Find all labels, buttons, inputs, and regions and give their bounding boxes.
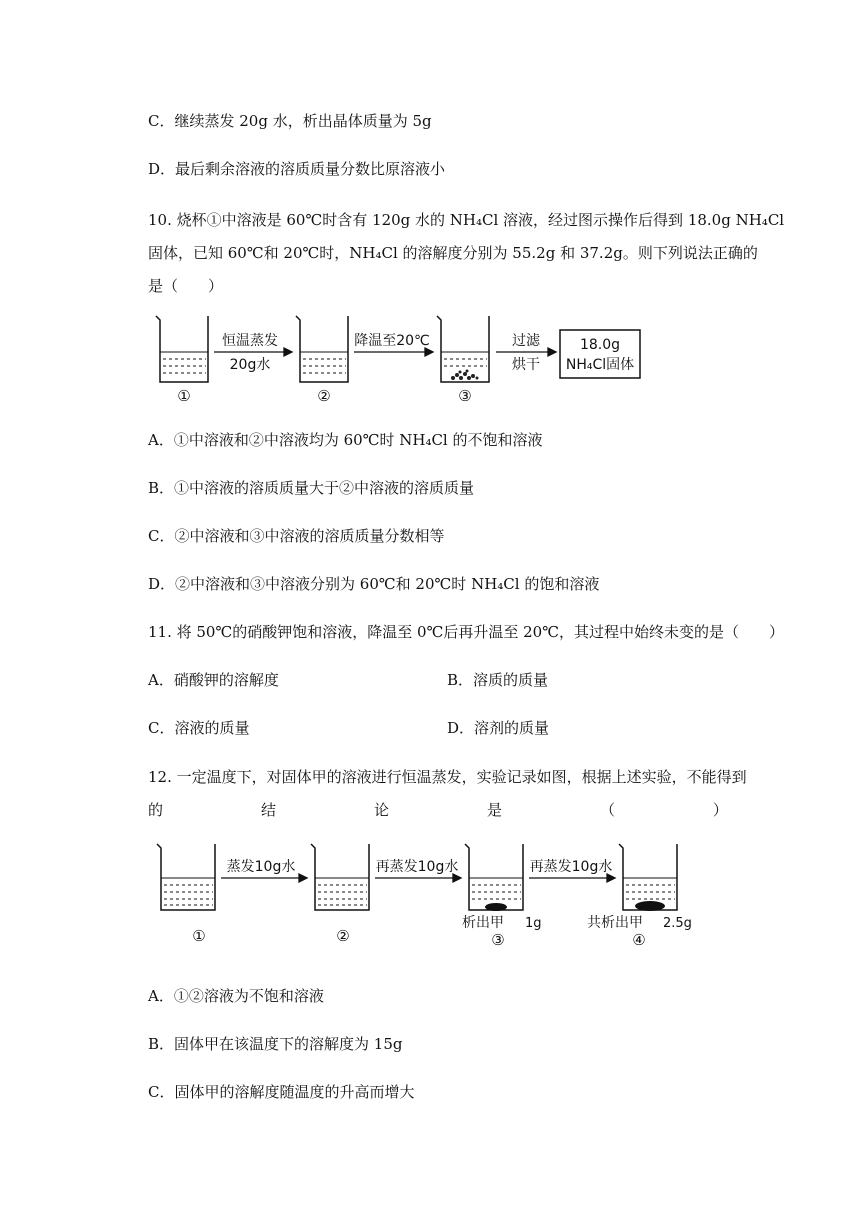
crystals [451, 370, 479, 381]
precipitate-4 [635, 901, 665, 911]
q12-stem-line1: 12. 一定温度下，对固体甲的溶液进行恒温蒸发，实验记录如图，根据上述实验，不能得到 [148, 768, 747, 786]
q10-label-2: ② [317, 387, 331, 405]
beaker-2 [296, 316, 348, 382]
q10-label-1: ① [177, 387, 191, 405]
q12-note4-mass: 2.5g [663, 916, 692, 931]
beaker-3 [465, 844, 523, 910]
q12-word-2: 结 [260, 801, 276, 819]
q12-arrow2-top: 再蒸发10g水 [375, 859, 459, 875]
q10-arrow3-top: 过滤 [512, 333, 540, 349]
option-c-prev: C．继续蒸发 20g 水，析出晶体质量为 5g [148, 112, 432, 130]
q12-arrow1-top: 蒸发10g水 [226, 859, 296, 875]
q11-option-b: B．溶质的质量 [447, 671, 549, 689]
q12-option-a: A．①②溶液为不饱和溶液 [148, 987, 324, 1005]
q12-stem-line2 [148, 800, 728, 820]
q12-word-4: 是 [486, 801, 502, 819]
q10-option-d: D．②中溶液和③中溶液分别为 60℃和 20℃时 NH₄Cl 的饱和溶液 [148, 575, 600, 593]
q12-option-c: C．固体甲的溶解度随温度的升高而增大 [148, 1083, 415, 1101]
q12-label-2: ② [336, 927, 350, 945]
q10-box-line1: 18.0g [579, 337, 621, 353]
q10-arrow3-bottom: 烘干 [512, 357, 540, 373]
q12-word-3: 论 [373, 801, 389, 819]
q10-stem-line1: 10. 烧杯①中溶液是 60℃时含有 120g 水的 NH₄Cl 溶液，经过图示操作后得到 18.0g NH₄Cl [148, 211, 785, 229]
beaker-2 [311, 844, 369, 910]
q11-option-a: A．硝酸钾的溶解度 [148, 671, 279, 689]
q12-label-4: ④ [632, 931, 646, 949]
q12-word-1: 的 [148, 801, 164, 819]
q10-option-c: C．②中溶液和③中溶液的溶质质量分数相等 [148, 527, 445, 545]
q10-option-a: A．①中溶液和②中溶液均为 60℃时 NH₄Cl 的不饱和溶液 [148, 431, 543, 449]
q10-option-b: B．①中溶液的溶质质量大于②中溶液的溶质质量 [148, 479, 475, 497]
q12-label-1: ① [192, 927, 206, 945]
q10-box-line2: NH₄Cl固体 [565, 357, 635, 373]
q10-stem-line2: 固体，已知 60℃和 20℃时，NH₄Cl 的溶解度分别为 55.2g 和 37.2g。则下列说法正确的 [148, 244, 758, 262]
q11-stem: 11. 将 50℃的硝酸钾饱和溶液，降温至 0℃后再升温至 20℃，其过程中始终未变的是（ ） [148, 623, 784, 641]
q12-figure [155, 838, 705, 953]
q12-note3-mass: 1g [525, 916, 542, 931]
q12-arrow3-top: 再蒸发10g水 [529, 859, 613, 875]
q11-option-d: D．溶剂的质量 [447, 719, 550, 737]
beaker-1 [156, 316, 208, 382]
q12-note4: 共析出甲 [587, 915, 643, 931]
beaker-4 [619, 844, 677, 910]
q10-label-3: ③ [458, 387, 472, 405]
beaker-1 [157, 844, 215, 910]
q12-label-3: ③ [491, 931, 505, 949]
q12-paren-open: （ [599, 801, 615, 819]
option-d-prev: D．最后剩余溶液的溶质质量分数比原溶液小 [148, 160, 446, 178]
q10-arrow1-top: 恒温蒸发 [222, 333, 278, 349]
q11-option-c: C．溶液的质量 [148, 719, 250, 737]
q10-figure [150, 312, 650, 407]
q12-note3: 析出甲 [462, 915, 504, 931]
precipitate-3 [485, 903, 507, 911]
beaker-3 [437, 316, 489, 382]
q10-arrow1-bottom: 20g水 [229, 357, 271, 373]
q12-option-b: B．固体甲在该温度下的溶解度为 15g [148, 1035, 403, 1053]
q12-paren-close: ） [712, 801, 728, 819]
q10-arrow2-top: 降温至20℃ [354, 333, 430, 349]
q10-stem-line3: 是（ ） [148, 277, 224, 295]
